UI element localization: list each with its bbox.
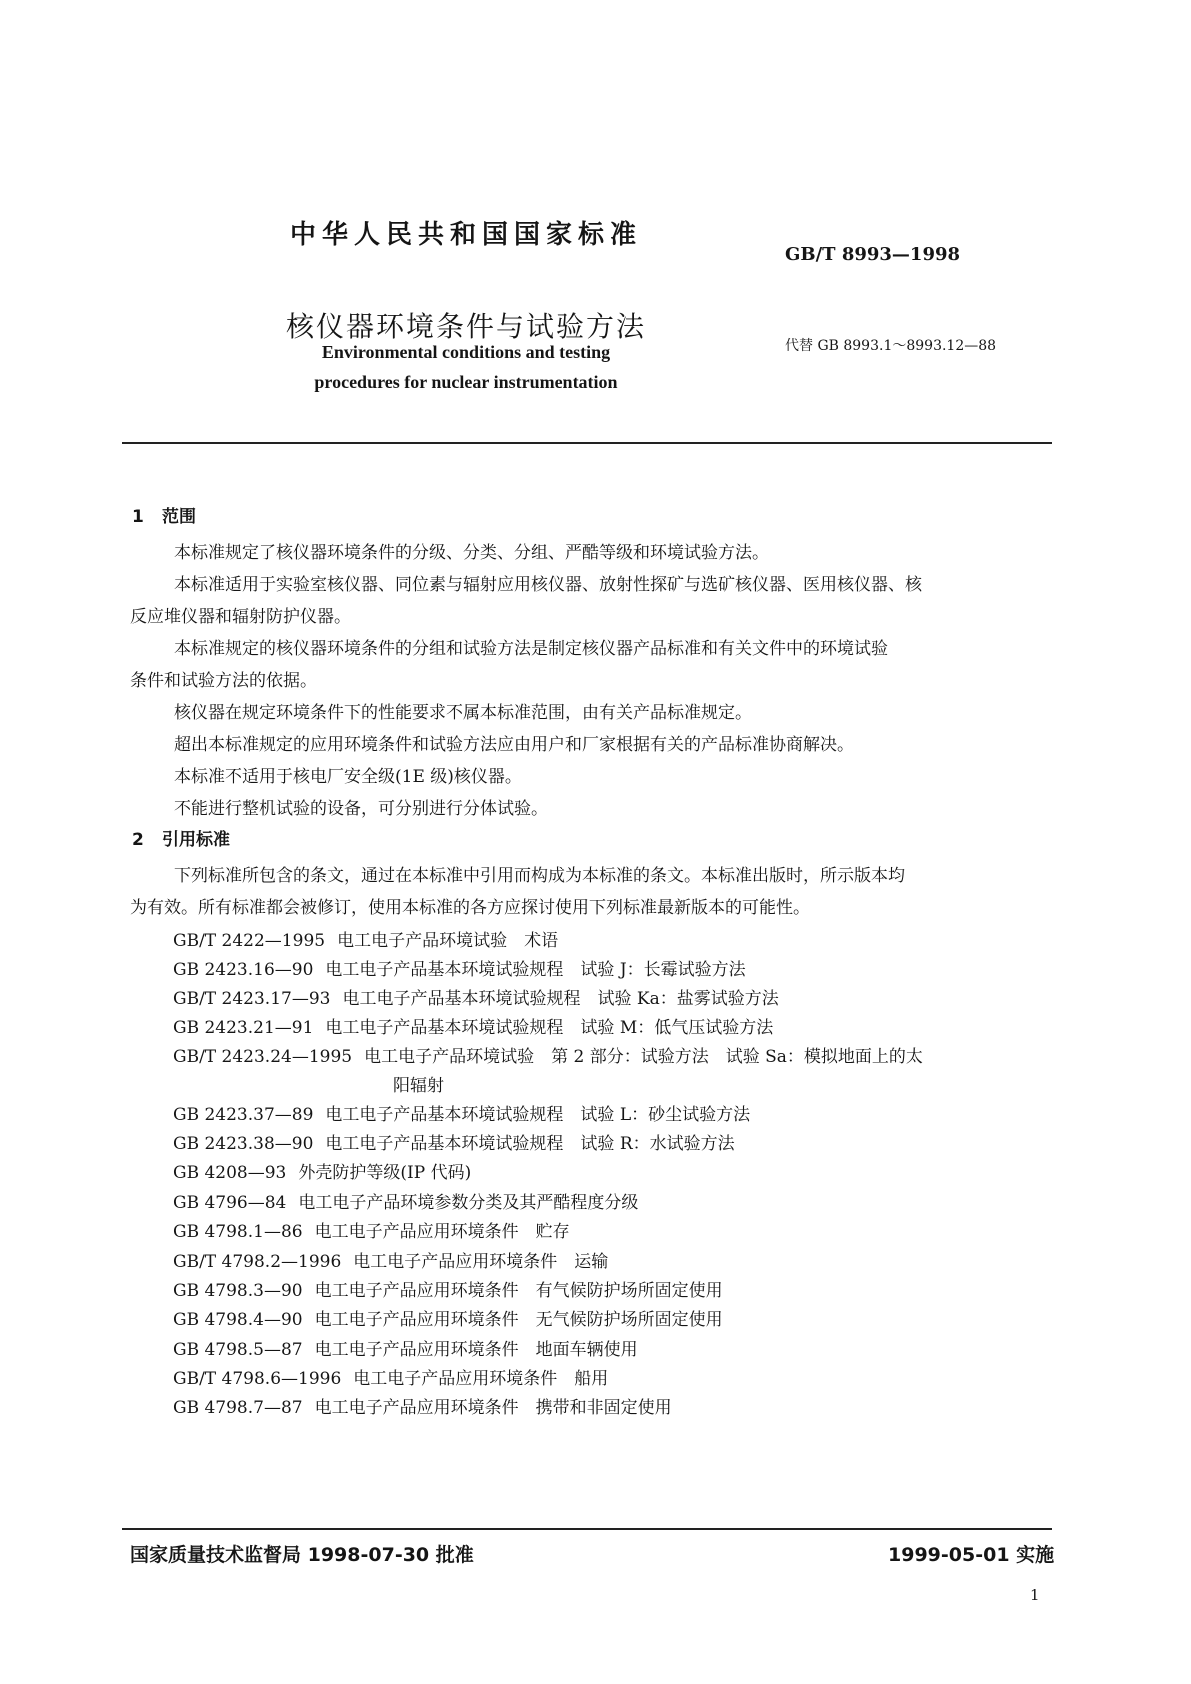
document-title-cn: 核仪器环境条件与试验方法 [285,310,646,343]
reference-code: GB 4798.3—90 [173,1281,303,1301]
reference-title: 电工电子产品应用环境条件 地面车辆使用 [314,1340,638,1360]
reference-code: GB/T 4798.6—1996 [173,1369,342,1389]
reference-code: GB 4798.5—87 [173,1340,303,1360]
document-title-en-line2: procedures for nuclear instrumentation [314,372,618,392]
reference-item [173,1276,723,1301]
header-divider [122,442,1052,444]
reference-item [173,1305,723,1330]
reference-title: 电工电子产品基本环境试验规程 试验 J：长霉试验方法 [325,960,746,980]
paragraph: 下列标准所包含的条文，通过在本标准中引用而构成为本标准的条文。本标准出版时，所示版本均 [174,866,905,886]
reference-title: 电工电子产品基本环境试验规程 试验 Ka：盐雾试验方法 [342,989,779,1009]
reference-title: 电工电子产品应用环境条件 船用 [353,1369,609,1389]
reference-item [173,926,558,951]
reference-title: 电工电子产品基本环境试验规程 试验 L：砂尘试验方法 [325,1105,751,1125]
reference-item [173,1247,608,1272]
document-title-en-line1: Environmental conditions and testing [321,342,611,362]
paragraph: 本标准规定了核仪器环境条件的分级、分类、分组、严酷等级和环境试验方法。 [174,543,769,563]
reference-item [173,1129,735,1154]
reference-title: 电工电子产品应用环境条件 有气候防护场所固定使用 [314,1281,723,1301]
footer-divider [122,1528,1052,1530]
reference-code: GB 2423.38—90 [173,1134,314,1154]
reference-code: GB/T 2423.24—1995 [173,1047,353,1067]
section-1-body [130,537,1052,825]
section-1-number: 1 [132,507,144,527]
paragraph-continuation: 条件和试验方法的依据。 [130,671,317,691]
reference-title: 电工电子产品环境试验 第 2 部分：试验方法 试验 Sa：模拟地面上的太 [364,1047,923,1067]
section-2-title: 引用标准 [162,830,230,850]
reference-code: GB 4798.7—87 [173,1398,303,1418]
section-2-heading [132,825,230,850]
reference-item [173,1217,570,1242]
reference-code: GB 4208—93 [173,1163,287,1183]
reference-code: GB 4796—84 [173,1193,287,1213]
paragraph: 本标准不适用于核电厂安全级(1E 级)核仪器。 [174,767,522,787]
reference-item [173,1393,672,1418]
replaces-standard: 代替 GB 8993.1～8993.12—88 [785,338,997,354]
page-number: 1 [1030,1586,1040,1604]
reference-item [173,1335,638,1360]
reference-code: GB/T 2422—1995 [173,931,326,951]
reference-title: 外壳防护等级(IP 代码) [298,1163,472,1183]
paragraph-continuation: 反应堆仪器和辐射防护仪器。 [130,607,351,627]
paragraph: 本标准规定的核仪器环境条件的分组和试验方法是制定核仪器产品标准和有关文件中的环境试验 [174,639,888,659]
reference-item [173,1100,750,1125]
section-1-heading [132,502,196,527]
paragraph: 超出本标准规定的应用环境条件和试验方法应由用户和厂家根据有关的产品标准协商解决。 [174,735,854,755]
reference-item [173,1013,773,1038]
section-1-title: 范围 [162,507,196,527]
paragraph: 不能进行整机试验的设备，可分别进行分体试验。 [174,799,548,819]
reference-code: GB/T 4798.2—1996 [173,1252,342,1272]
paragraph-continuation: 为有效。所有标准都会被修订，使用本标准的各方应探讨使用下列标准最新版本的可能性。 [130,898,810,918]
standard-number: GB/T 8993—1998 [785,244,961,265]
reference-item [173,1364,608,1389]
paragraph: 本标准适用于实验室核仪器、同位素与辐射应用核仪器、放射性探矿与选矿核仪器、医用核仪器、核 [174,575,922,595]
reference-title: 电工电子产品环境参数分类及其严酷程度分级 [298,1193,639,1213]
paragraph: 核仪器在规定环境条件下的性能要求不属本标准范围，由有关产品标准规定。 [174,703,752,723]
reference-item [173,955,746,980]
reference-code: GB 2423.16—90 [173,960,314,980]
reference-code: GB 4798.1—86 [173,1222,303,1242]
reference-title: 电工电子产品应用环境条件 无气候防护场所固定使用 [314,1310,723,1330]
reference-code: GB 2423.37—89 [173,1105,314,1125]
reference-code: GB 4798.4—90 [173,1310,303,1330]
reference-code: GB/T 2423.17—93 [173,989,331,1009]
reference-title-continuation: 阳辐射 [393,1076,444,1096]
reference-title: 电工电子产品应用环境条件 运输 [353,1252,609,1272]
reference-title: 电工电子产品应用环境条件 携带和非固定使用 [314,1398,672,1418]
national-standard-heading: 中华人民共和国国家标准 [289,220,642,250]
effective-date: 1999-05-01 实施 [888,1544,1055,1566]
reference-title: 电工电子产品应用环境条件 贮存 [314,1222,570,1242]
reference-code: GB 2423.21—91 [173,1018,314,1038]
reference-item [173,984,779,1009]
reference-item [173,1042,923,1067]
section-2-number: 2 [132,830,144,850]
reference-item [173,1158,471,1183]
reference-title: 电工电子产品环境试验 术语 [337,931,559,951]
approval-date: 国家质量技术监督局 1998-07-30 批准 [130,1544,474,1566]
reference-title: 电工电子产品基本环境试验规程 试验 M：低气压试验方法 [325,1018,774,1038]
section-2-intro [130,860,1052,924]
reference-title: 电工电子产品基本环境试验规程 试验 R：水试验方法 [325,1134,735,1154]
reference-item [173,1188,638,1213]
